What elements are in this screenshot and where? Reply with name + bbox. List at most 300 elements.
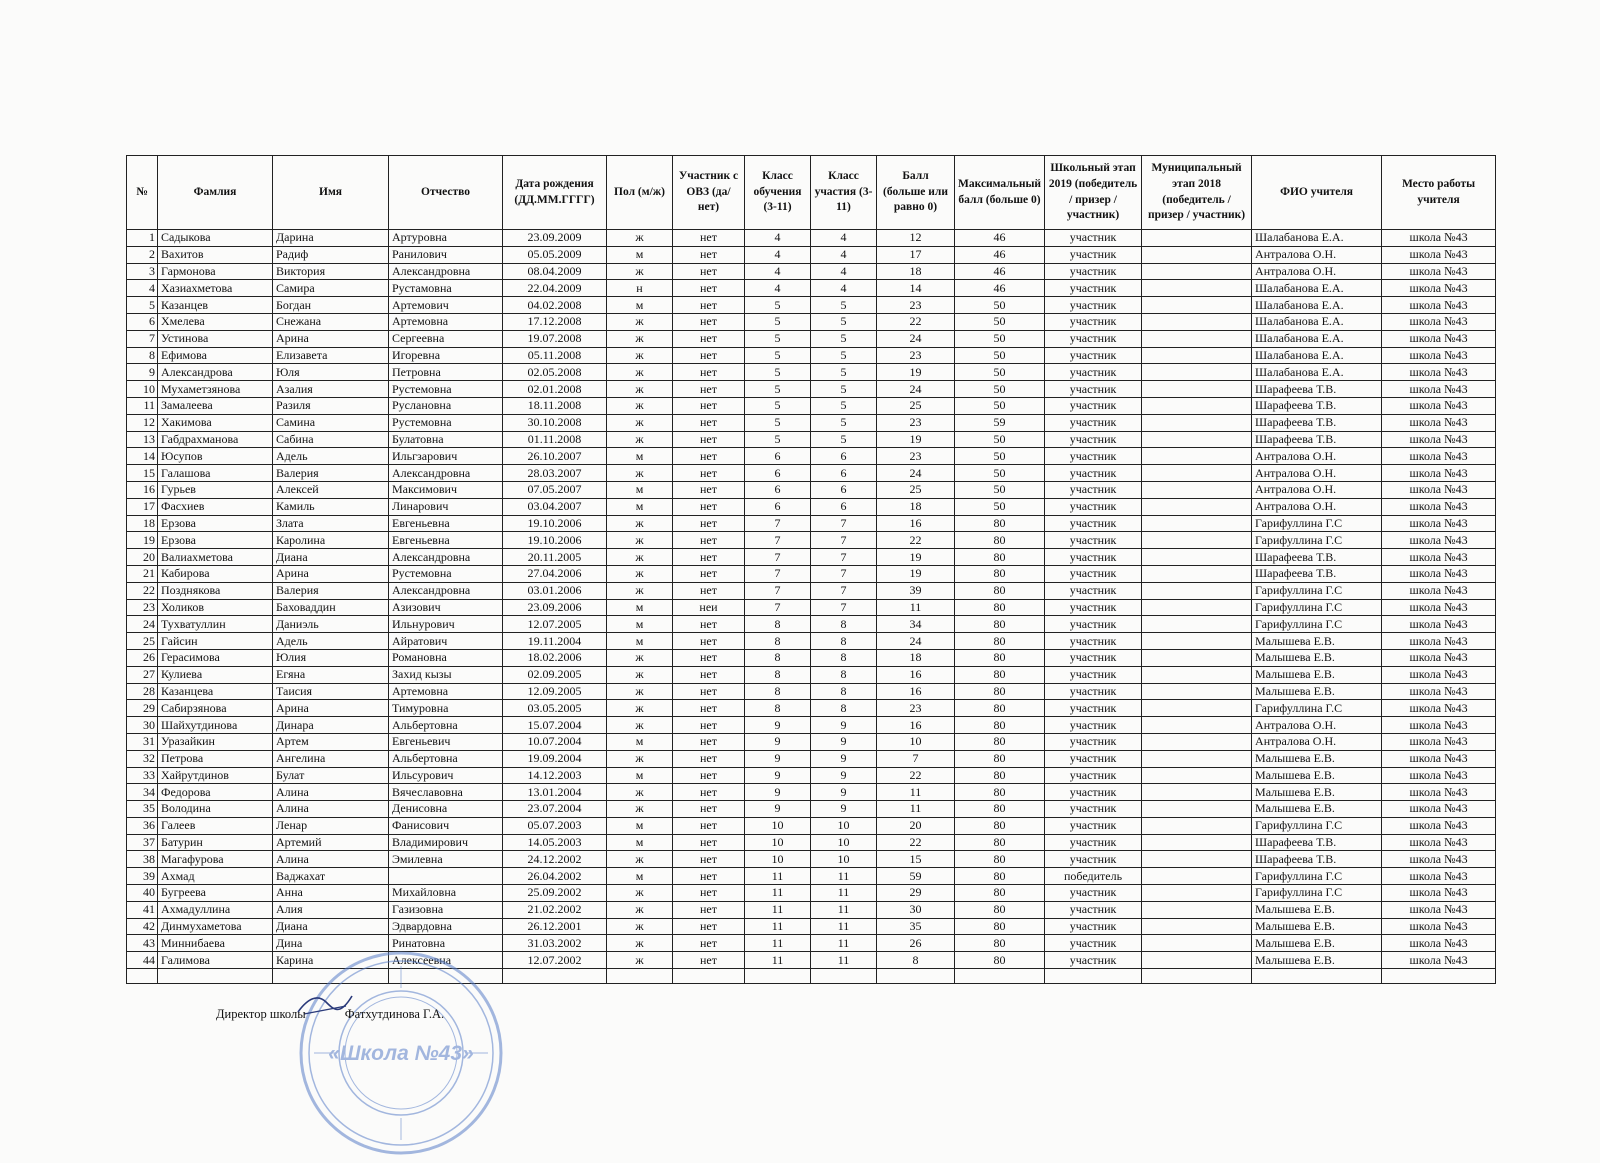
- cell-num: 28: [127, 683, 158, 700]
- director-footer: [216, 1007, 444, 1022]
- cell-workplace: школа №43: [1382, 448, 1496, 465]
- table-row: [127, 733, 1496, 750]
- cell-sex: м: [607, 448, 673, 465]
- empty-cell: [503, 969, 607, 984]
- table-row: [127, 649, 1496, 666]
- cell-teacher: Гарифуллина Г.С: [1252, 700, 1382, 717]
- cell-max-score: 80: [955, 901, 1045, 918]
- cell-grade: 7: [745, 532, 811, 549]
- cell-municipal-stage: [1142, 431, 1252, 448]
- cell-grade: 8: [745, 683, 811, 700]
- cell-ovz: нет: [673, 817, 745, 834]
- cell-max-score: 80: [955, 599, 1045, 616]
- cell-teacher: Малышева Е.В.: [1252, 901, 1382, 918]
- cell-teacher: Шарафеева Т.В.: [1252, 414, 1382, 431]
- cell-grade-participation: 6: [811, 498, 877, 515]
- cell-num: 32: [127, 750, 158, 767]
- cell-patronymic: Рустемовна: [389, 414, 503, 431]
- cell-surname: Александрова: [158, 364, 273, 381]
- cell-workplace: школа №43: [1382, 297, 1496, 314]
- cell-patronymic: Фанисович: [389, 817, 503, 834]
- cell-birth-date: 28.03.2007: [503, 465, 607, 482]
- cell-grade-participation: 6: [811, 465, 877, 482]
- cell-teacher: Малышева Е.В.: [1252, 750, 1382, 767]
- cell-surname: Динмухаметова: [158, 918, 273, 935]
- cell-patronymic: Булатовна: [389, 431, 503, 448]
- cell-max-score: 46: [955, 246, 1045, 263]
- cell-grade-participation: 11: [811, 952, 877, 969]
- cell-name: Адель: [273, 633, 389, 650]
- cell-ovz: нет: [673, 263, 745, 280]
- cell-teacher: Гарифуллина Г.С: [1252, 868, 1382, 885]
- cell-score: 16: [877, 666, 955, 683]
- cell-birth-date: 23.09.2009: [503, 230, 607, 247]
- cell-num: 20: [127, 549, 158, 566]
- cell-workplace: школа №43: [1382, 532, 1496, 549]
- cell-grade: 5: [745, 397, 811, 414]
- cell-teacher: Антралова О.Н.: [1252, 465, 1382, 482]
- empty-cell: [158, 969, 273, 984]
- cell-grade-participation: 11: [811, 918, 877, 935]
- cell-grade-participation: 4: [811, 280, 877, 297]
- cell-ovz: нет: [673, 515, 745, 532]
- cell-patronymic: Артемовна: [389, 683, 503, 700]
- cell-grade-participation: 5: [811, 313, 877, 330]
- empty-cell: [1142, 969, 1252, 984]
- cell-workplace: школа №43: [1382, 582, 1496, 599]
- cell-patronymic: Романовна: [389, 649, 503, 666]
- cell-ovz: нет: [673, 851, 745, 868]
- cell-max-score: 46: [955, 230, 1045, 247]
- cell-max-score: 80: [955, 784, 1045, 801]
- cell-num: 12: [127, 414, 158, 431]
- cell-birth-date: 12.09.2005: [503, 683, 607, 700]
- cell-patronymic: Александровна: [389, 582, 503, 599]
- cell-birth-date: 25.09.2002: [503, 885, 607, 902]
- cell-school-stage: участник: [1045, 935, 1142, 952]
- cell-school-stage: участник: [1045, 717, 1142, 734]
- cell-teacher: Малышева Е.В.: [1252, 784, 1382, 801]
- cell-teacher: Шарафеева Т.В.: [1252, 431, 1382, 448]
- cell-birth-date: 02.05.2008: [503, 364, 607, 381]
- cell-grade: 5: [745, 431, 811, 448]
- cell-num: 6: [127, 313, 158, 330]
- cell-teacher: Антралова О.Н.: [1252, 717, 1382, 734]
- cell-sex: м: [607, 481, 673, 498]
- cell-teacher: Гарифуллина Г.С: [1252, 885, 1382, 902]
- cell-score: 16: [877, 683, 955, 700]
- cell-birth-date: 05.11.2008: [503, 347, 607, 364]
- cell-municipal-stage: [1142, 733, 1252, 750]
- table-row: [127, 481, 1496, 498]
- cell-grade: 11: [745, 918, 811, 935]
- cell-birth-date: 08.04.2009: [503, 263, 607, 280]
- cell-patronymic: Максимович: [389, 481, 503, 498]
- cell-score: 34: [877, 616, 955, 633]
- cell-municipal-stage: [1142, 767, 1252, 784]
- cell-sex: ж: [607, 397, 673, 414]
- cell-max-score: 80: [955, 616, 1045, 633]
- cell-num: 42: [127, 918, 158, 935]
- cell-ovz: нет: [673, 767, 745, 784]
- cell-grade-participation: 11: [811, 868, 877, 885]
- cell-sex: м: [607, 599, 673, 616]
- cell-school-stage: участник: [1045, 481, 1142, 498]
- cell-num: 31: [127, 733, 158, 750]
- cell-sex: ж: [607, 263, 673, 280]
- table-row: [127, 330, 1496, 347]
- cell-score: 35: [877, 918, 955, 935]
- cell-num: 41: [127, 901, 158, 918]
- cell-max-score: 50: [955, 481, 1045, 498]
- cell-surname: Ефимова: [158, 347, 273, 364]
- cell-max-score: 80: [955, 666, 1045, 683]
- cell-school-stage: участник: [1045, 683, 1142, 700]
- cell-ovz: нет: [673, 246, 745, 263]
- cell-name: Сабина: [273, 431, 389, 448]
- cell-patronymic: Вячеславовна: [389, 784, 503, 801]
- cell-teacher: Малышева Е.В.: [1252, 683, 1382, 700]
- cell-workplace: школа №43: [1382, 280, 1496, 297]
- cell-grade: 5: [745, 347, 811, 364]
- cell-municipal-stage: [1142, 246, 1252, 263]
- header-ovz: Участник с ОВЗ (да/нет): [673, 156, 745, 230]
- cell-grade: 10: [745, 851, 811, 868]
- cell-score: 26: [877, 935, 955, 952]
- cell-grade-participation: 9: [811, 784, 877, 801]
- cell-school-stage: участник: [1045, 801, 1142, 818]
- cell-birth-date: 15.07.2004: [503, 717, 607, 734]
- cell-municipal-stage: [1142, 717, 1252, 734]
- cell-name: Алия: [273, 901, 389, 918]
- cell-max-score: 80: [955, 767, 1045, 784]
- table-row: [127, 717, 1496, 734]
- results-table: [126, 155, 1496, 984]
- cell-birth-date: 17.12.2008: [503, 313, 607, 330]
- cell-school-stage: участник: [1045, 313, 1142, 330]
- cell-grade-participation: 4: [811, 263, 877, 280]
- cell-score: 19: [877, 364, 955, 381]
- cell-grade: 5: [745, 414, 811, 431]
- cell-max-score: 80: [955, 733, 1045, 750]
- cell-workplace: школа №43: [1382, 885, 1496, 902]
- cell-birth-date: 21.02.2002: [503, 901, 607, 918]
- cell-score: 7: [877, 750, 955, 767]
- cell-grade-participation: 7: [811, 515, 877, 532]
- table-row: [127, 347, 1496, 364]
- cell-max-score: 80: [955, 565, 1045, 582]
- cell-sex: ж: [607, 801, 673, 818]
- cell-patronymic: Артемовна: [389, 313, 503, 330]
- cell-score: 10: [877, 733, 955, 750]
- cell-birth-date: 12.07.2002: [503, 952, 607, 969]
- cell-max-score: 80: [955, 885, 1045, 902]
- cell-ovz: нет: [673, 733, 745, 750]
- cell-surname: Казанцева: [158, 683, 273, 700]
- cell-ovz: нет: [673, 481, 745, 498]
- cell-surname: Гайсин: [158, 633, 273, 650]
- cell-name: Адель: [273, 448, 389, 465]
- cell-school-stage: участник: [1045, 633, 1142, 650]
- cell-sex: ж: [607, 414, 673, 431]
- cell-teacher: Шалабанова Е.А.: [1252, 280, 1382, 297]
- cell-num: 19: [127, 532, 158, 549]
- cell-teacher: Шарафеева Т.В.: [1252, 549, 1382, 566]
- cell-name: Ангелина: [273, 750, 389, 767]
- cell-municipal-stage: [1142, 565, 1252, 582]
- cell-score: 11: [877, 599, 955, 616]
- cell-birth-date: 27.04.2006: [503, 565, 607, 582]
- cell-grade: 9: [745, 801, 811, 818]
- cell-school-stage: участник: [1045, 448, 1142, 465]
- cell-name: Алина: [273, 801, 389, 818]
- cell-sex: ж: [607, 901, 673, 918]
- cell-score: 18: [877, 498, 955, 515]
- cell-school-stage: участник: [1045, 616, 1142, 633]
- table-row: [127, 868, 1496, 885]
- cell-grade-participation: 7: [811, 532, 877, 549]
- cell-school-stage: победитель: [1045, 868, 1142, 885]
- cell-surname: Галашова: [158, 465, 273, 482]
- cell-grade-participation: 9: [811, 733, 877, 750]
- cell-school-stage: участник: [1045, 330, 1142, 347]
- header-teacher: ФИО учителя: [1252, 156, 1382, 230]
- cell-sex: ж: [607, 683, 673, 700]
- cell-grade-participation: 5: [811, 330, 877, 347]
- cell-birth-date: 07.05.2007: [503, 481, 607, 498]
- cell-patronymic: Денисовна: [389, 801, 503, 818]
- cell-patronymic: Ильсурович: [389, 767, 503, 784]
- cell-birth-date: 31.03.2002: [503, 935, 607, 952]
- cell-birth-date: 18.11.2008: [503, 397, 607, 414]
- cell-birth-date: 14.12.2003: [503, 767, 607, 784]
- cell-surname: Уразайкин: [158, 733, 273, 750]
- cell-teacher: Шарафеева Т.В.: [1252, 834, 1382, 851]
- cell-patronymic: Ринатовна: [389, 935, 503, 952]
- table-row: [127, 280, 1496, 297]
- cell-patronymic: Ильгзарович: [389, 448, 503, 465]
- director-name: Фатхутдинова Г.А.: [344, 1007, 445, 1021]
- cell-name: Таисия: [273, 683, 389, 700]
- cell-num: 43: [127, 935, 158, 952]
- cell-school-stage: участник: [1045, 549, 1142, 566]
- cell-workplace: школа №43: [1382, 717, 1496, 734]
- cell-max-score: 50: [955, 313, 1045, 330]
- table-row: [127, 834, 1496, 851]
- cell-surname: Позднякова: [158, 582, 273, 599]
- table-row: [127, 532, 1496, 549]
- cell-patronymic: Александровна: [389, 465, 503, 482]
- cell-school-stage: участник: [1045, 297, 1142, 314]
- cell-municipal-stage: [1142, 616, 1252, 633]
- cell-surname: Хмелева: [158, 313, 273, 330]
- cell-name: Валерия: [273, 582, 389, 599]
- cell-surname: Федорова: [158, 784, 273, 801]
- cell-grade: 4: [745, 263, 811, 280]
- cell-num: 7: [127, 330, 158, 347]
- cell-school-stage: участник: [1045, 599, 1142, 616]
- empty-cell: [1045, 969, 1142, 984]
- cell-sex: ж: [607, 313, 673, 330]
- cell-patronymic: Альбертовна: [389, 717, 503, 734]
- cell-birth-date: 05.05.2009: [503, 246, 607, 263]
- cell-workplace: школа №43: [1382, 515, 1496, 532]
- cell-sex: ж: [607, 700, 673, 717]
- cell-ovz: нет: [673, 448, 745, 465]
- header-grade: Класс обучения (3-11): [745, 156, 811, 230]
- cell-grade: 7: [745, 582, 811, 599]
- table-row: [127, 448, 1496, 465]
- cell-ovz: нет: [673, 498, 745, 515]
- cell-score: 23: [877, 414, 955, 431]
- cell-num: 38: [127, 851, 158, 868]
- table-row: [127, 750, 1496, 767]
- cell-max-score: 80: [955, 918, 1045, 935]
- cell-grade: 11: [745, 868, 811, 885]
- cell-birth-date: 26.12.2001: [503, 918, 607, 935]
- cell-municipal-stage: [1142, 515, 1252, 532]
- cell-ovz: нет: [673, 885, 745, 902]
- cell-name: Каролина: [273, 532, 389, 549]
- cell-patronymic: Захид кызы: [389, 666, 503, 683]
- cell-birth-date: 23.07.2004: [503, 801, 607, 818]
- header-workplace: Место работы учителя: [1382, 156, 1496, 230]
- cell-score: 23: [877, 700, 955, 717]
- cell-patronymic: Айратович: [389, 633, 503, 650]
- cell-municipal-stage: [1142, 599, 1252, 616]
- cell-municipal-stage: [1142, 851, 1252, 868]
- cell-grade-participation: 4: [811, 246, 877, 263]
- table-row: [127, 784, 1496, 801]
- cell-sex: ж: [607, 565, 673, 582]
- cell-num: 27: [127, 666, 158, 683]
- cell-sex: м: [607, 868, 673, 885]
- cell-grade-participation: 10: [811, 851, 877, 868]
- cell-municipal-stage: [1142, 532, 1252, 549]
- cell-sex: м: [607, 834, 673, 851]
- cell-teacher: Антралова О.Н.: [1252, 733, 1382, 750]
- cell-grade-participation: 8: [811, 616, 877, 633]
- cell-birth-date: 10.07.2004: [503, 733, 607, 750]
- cell-sex: м: [607, 817, 673, 834]
- cell-municipal-stage: [1142, 330, 1252, 347]
- cell-surname: Герасимова: [158, 649, 273, 666]
- cell-ovz: нет: [673, 750, 745, 767]
- cell-workplace: школа №43: [1382, 263, 1496, 280]
- cell-num: 40: [127, 885, 158, 902]
- cell-school-stage: участник: [1045, 649, 1142, 666]
- cell-surname: Шайхутдинова: [158, 717, 273, 734]
- cell-grade: 6: [745, 481, 811, 498]
- table-row: [127, 582, 1496, 599]
- cell-grade: 5: [745, 364, 811, 381]
- cell-patronymic: [389, 868, 503, 885]
- cell-patronymic: Газизовна: [389, 901, 503, 918]
- header-municipal-stage: Муниципальный этап 2018 (победитель / призер / участник): [1142, 156, 1252, 230]
- cell-sex: м: [607, 633, 673, 650]
- cell-school-stage: участник: [1045, 817, 1142, 834]
- cell-municipal-stage: [1142, 498, 1252, 515]
- cell-max-score: 50: [955, 330, 1045, 347]
- cell-name: Арина: [273, 330, 389, 347]
- cell-score: 22: [877, 767, 955, 784]
- director-label: Директор школы: [216, 1007, 306, 1021]
- cell-max-score: 50: [955, 431, 1045, 448]
- cell-workplace: школа №43: [1382, 565, 1496, 582]
- cell-num: 13: [127, 431, 158, 448]
- cell-surname: Устинова: [158, 330, 273, 347]
- cell-municipal-stage: [1142, 885, 1252, 902]
- cell-sex: ж: [607, 935, 673, 952]
- cell-surname: Магафурова: [158, 851, 273, 868]
- cell-grade: 9: [745, 733, 811, 750]
- cell-sex: ж: [607, 347, 673, 364]
- cell-name: Валерия: [273, 465, 389, 482]
- cell-patronymic: Рустемовна: [389, 381, 503, 398]
- cell-num: 35: [127, 801, 158, 818]
- cell-score: 17: [877, 246, 955, 263]
- cell-teacher: Гарифуллина Г.С: [1252, 582, 1382, 599]
- cell-patronymic: Азизович: [389, 599, 503, 616]
- cell-score: 20: [877, 817, 955, 834]
- cell-teacher: Антралова О.Н.: [1252, 498, 1382, 515]
- cell-school-stage: участник: [1045, 230, 1142, 247]
- cell-birth-date: 04.02.2008: [503, 297, 607, 314]
- cell-patronymic: Артемович: [389, 297, 503, 314]
- cell-num: 37: [127, 834, 158, 851]
- cell-school-stage: участник: [1045, 431, 1142, 448]
- cell-sex: ж: [607, 784, 673, 801]
- table-row: [127, 616, 1496, 633]
- cell-school-stage: участник: [1045, 347, 1142, 364]
- empty-cell: [607, 969, 673, 984]
- cell-ovz: нет: [673, 297, 745, 314]
- cell-ovz: нет: [673, 935, 745, 952]
- header-name: Имя: [273, 156, 389, 230]
- table-row: [127, 683, 1496, 700]
- cell-workplace: школа №43: [1382, 817, 1496, 834]
- cell-patronymic: Владимирович: [389, 834, 503, 851]
- cell-municipal-stage: [1142, 801, 1252, 818]
- cell-municipal-stage: [1142, 817, 1252, 834]
- cell-workplace: школа №43: [1382, 397, 1496, 414]
- cell-score: 8: [877, 952, 955, 969]
- cell-num: 16: [127, 481, 158, 498]
- cell-num: 30: [127, 717, 158, 734]
- cell-grade: 8: [745, 616, 811, 633]
- cell-teacher: Малышева Е.В.: [1252, 801, 1382, 818]
- cell-grade-participation: 8: [811, 633, 877, 650]
- cell-patronymic: Евгеньевна: [389, 515, 503, 532]
- cell-num: 23: [127, 599, 158, 616]
- cell-teacher: Антралова О.Н.: [1252, 448, 1382, 465]
- cell-workplace: школа №43: [1382, 616, 1496, 633]
- cell-name: Арина: [273, 700, 389, 717]
- cell-score: 25: [877, 481, 955, 498]
- cell-num: 10: [127, 381, 158, 398]
- cell-municipal-stage: [1142, 481, 1252, 498]
- cell-patronymic: Тимуровна: [389, 700, 503, 717]
- cell-grade-participation: 5: [811, 414, 877, 431]
- cell-ovz: нет: [673, 313, 745, 330]
- cell-workplace: школа №43: [1382, 733, 1496, 750]
- cell-num: 22: [127, 582, 158, 599]
- cell-score: 24: [877, 465, 955, 482]
- cell-workplace: школа №43: [1382, 834, 1496, 851]
- cell-sex: м: [607, 297, 673, 314]
- empty-cell: [1252, 969, 1382, 984]
- cell-teacher: Шалабанова Е.А.: [1252, 230, 1382, 247]
